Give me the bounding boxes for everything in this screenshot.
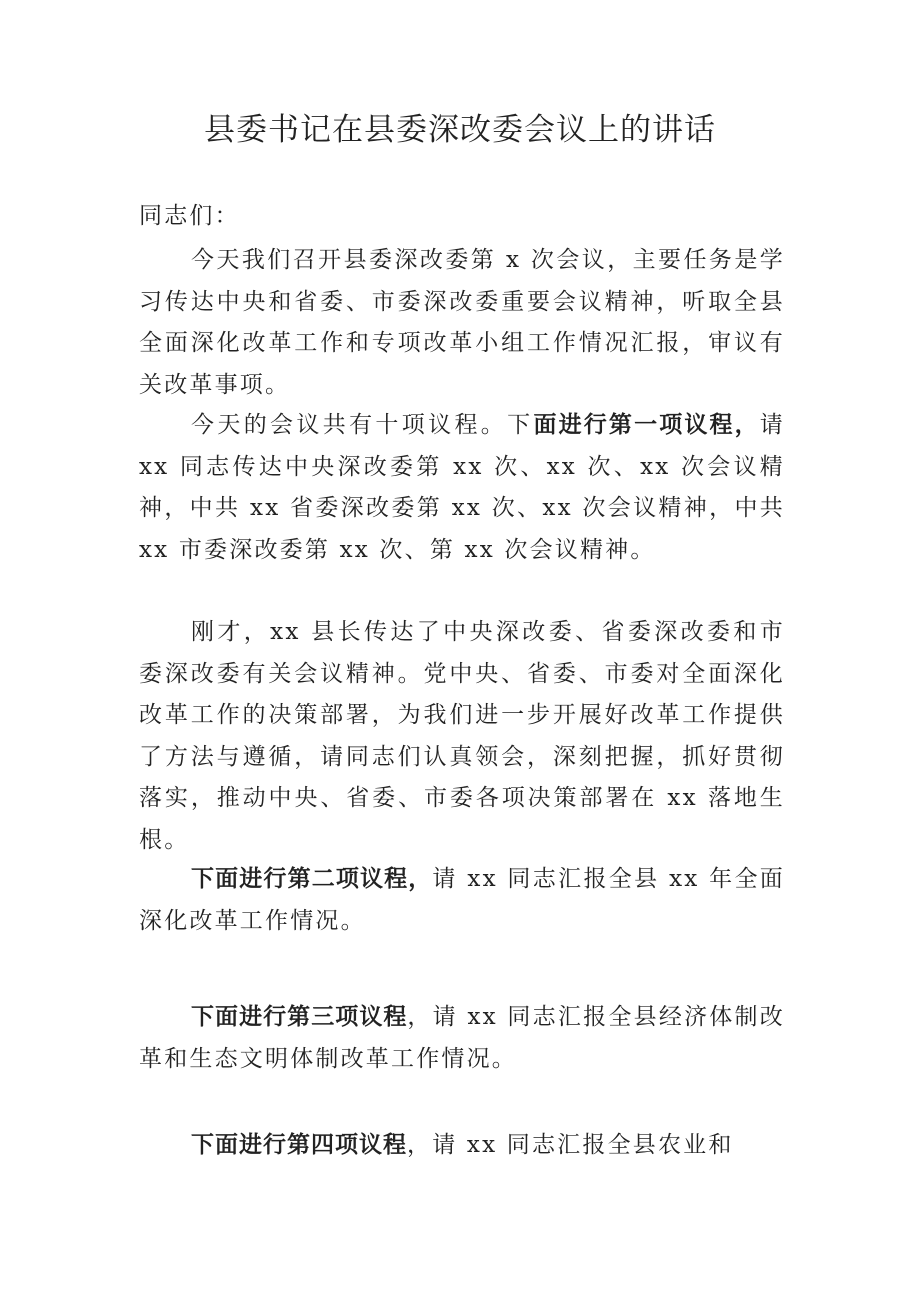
- paragraph-text: 刚才，xx 县长传达了中央深改委、省委深改委和市委深改委有关会议精神。党中央、省委、市委对全面深化改革工作的决策部署，为我们进一步开展好改革工作提供了方法与遵循，请同志们认真领会，深刻把握，抓好贯彻落实，推动中央、省委、市委各项决策部署在 xx 落地生根。: [139, 619, 785, 853]
- agenda-item-heading: 面进行第一项议程，: [533, 411, 760, 438]
- paragraph-summary: [139, 612, 785, 861]
- document-title: 县委书记在县委深改委会议上的讲话: [204, 112, 716, 148]
- paragraph-text: 请 xx 同志汇报全县 xx 年全面深化改革工作情况。: [139, 866, 785, 934]
- paragraph-agenda-1: [139, 404, 785, 571]
- salutation: 同志们：: [139, 203, 240, 229]
- agenda-item-heading: 下面进行第四项议程: [191, 1131, 407, 1158]
- paragraph-text: ，请 xx 同志汇报全县经济体制改革和生态文明体制改革工作情况。: [139, 1004, 785, 1072]
- paragraph-agenda-3: [139, 996, 785, 1080]
- paragraph-agenda-2: [139, 858, 785, 942]
- paragraph-text: ，请 xx 同志汇报全县农业和: [407, 1132, 734, 1158]
- paragraph-agenda-4: [139, 1124, 785, 1167]
- paragraph-text: 今天我们召开县委深改委第 x 次会议，主要任务是学习传达中央和省委、市委深改委重要会议精神，听取全县全面深化改革工作和专项改革小组工作情况汇报，审议有关改革事项。: [139, 247, 785, 398]
- paragraph-text: 请 xx 同志传达中央深改委第 xx 次、xx 次、xx 次会议精神，中共 xx 省委深改委第 xx 次、xx 次会议精神，中共 xx 市委深改委第 xx 次、第 xx 次会议精神。: [139, 412, 785, 563]
- agenda-item-heading: 下面进行第三项议程: [191, 1003, 408, 1030]
- paragraph-opening: [139, 240, 785, 406]
- agenda-item-heading: 下面进行第二项议程，: [191, 865, 433, 892]
- paragraph-text: 今天的会议共有十项议程。下: [191, 412, 534, 438]
